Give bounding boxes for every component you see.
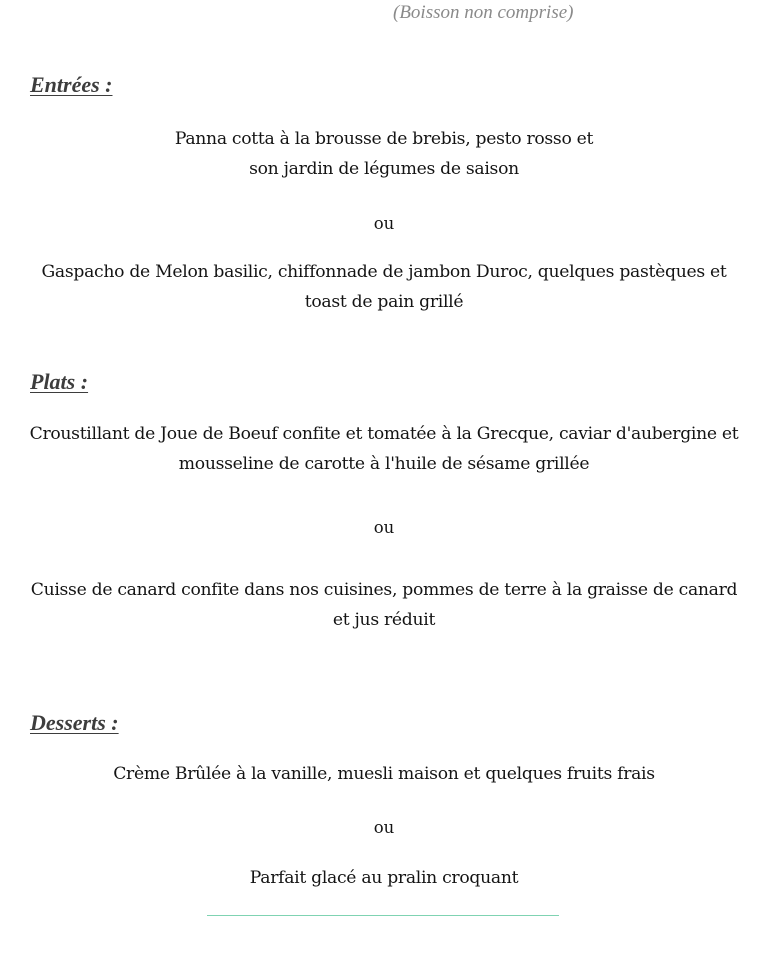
plats-heading: Plats : bbox=[30, 369, 89, 394]
entree-option-2-line-1: Gaspacho de Melon basilic, chiffonnade de jambon Duroc, quelques pastèques et bbox=[41, 262, 727, 282]
dessert-option-2-line-1: Parfait glacé au pralin croquant bbox=[249, 868, 519, 888]
decorative-divider bbox=[207, 915, 559, 916]
entree-option-1-line-2: son jardin de légumes de saison bbox=[249, 159, 519, 179]
entree-option-1 bbox=[0, 124, 768, 184]
desserts-separator: ou bbox=[373, 818, 395, 837]
plat-option-1 bbox=[0, 419, 768, 479]
dessert-option-1 bbox=[0, 759, 768, 789]
plat-option-2-line-2: et jus réduit bbox=[332, 610, 436, 630]
plat-option-1-line-1: Croustillant de Joue de Boeuf confite et tomatée à la Grecque, caviar d'aubergine et bbox=[29, 424, 739, 444]
entrees-heading: Entrées : bbox=[30, 72, 113, 97]
plat-option-1-line-2: mousseline de carotte à l'huile de sésame grillée bbox=[178, 454, 590, 474]
entree-option-1-line-1: Panna cotta à la brousse de brebis, pesto rosso et bbox=[174, 129, 594, 149]
entrees-separator: ou bbox=[373, 214, 395, 233]
plat-option-2-line-1: Cuisse de canard confite dans nos cuisines, pommes de terre à la graisse de canard bbox=[30, 580, 738, 600]
plat-option-2 bbox=[0, 575, 768, 635]
plats-separator: ou bbox=[373, 518, 395, 537]
entree-option-2-line-2: toast de pain grillé bbox=[304, 292, 464, 312]
drinks-not-included-note: (Boisson non comprise) bbox=[393, 2, 574, 23]
entree-option-2 bbox=[0, 257, 768, 317]
dessert-option-1-line-1: Crème Brûlée à la vanille, muesli maison et quelques fruits frais bbox=[113, 764, 655, 784]
dessert-option-2 bbox=[0, 863, 768, 893]
desserts-heading: Desserts : bbox=[30, 710, 119, 735]
